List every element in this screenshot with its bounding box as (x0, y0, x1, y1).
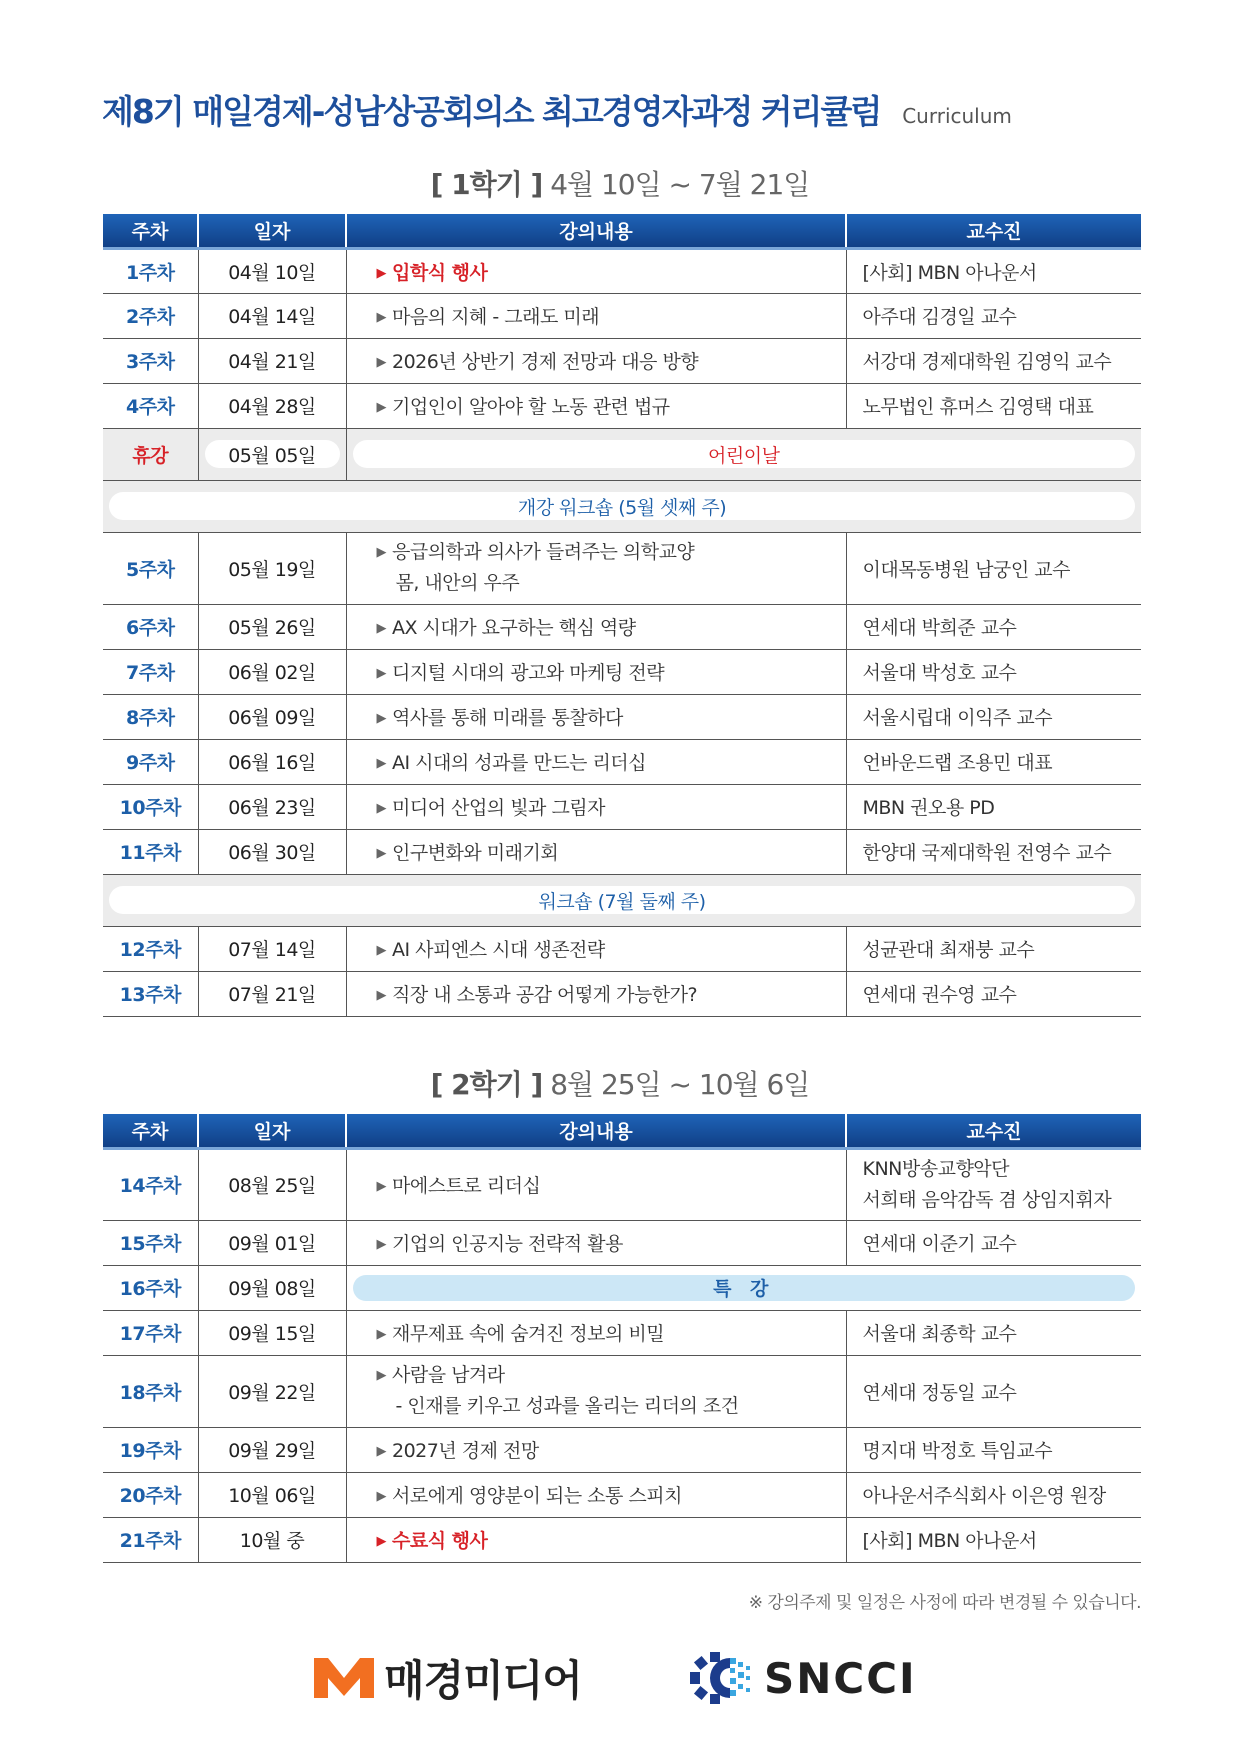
triangle-right-icon: ▶ (376, 1489, 386, 1504)
week-cell: 4주차 (103, 383, 198, 428)
header-date: 일자 (198, 1114, 346, 1148)
week-cell: 휴강 (103, 428, 198, 480)
week-cell: 17주차 (103, 1310, 198, 1355)
special-row (103, 1265, 1141, 1310)
prof-cell: MBN 권오용 PD (846, 784, 1141, 829)
content-cell (346, 829, 846, 874)
mk-media-logo (314, 1648, 582, 1708)
header-content: 강의내용 (346, 1114, 846, 1148)
table-row (103, 1427, 1141, 1472)
workshop-cell (103, 480, 1141, 532)
content-text: AI 시대의 성과를 만드는 리더십 (392, 752, 647, 774)
triangle-right-icon: ▶ (376, 943, 386, 958)
semester2-period: 8월 25일 ~ 10월 6일 (550, 1068, 810, 1101)
week-cell: 6주차 (103, 604, 198, 649)
content-text: 응급의학과 의사가 들려주는 의학교양 (392, 541, 695, 563)
date-cell: 10월 중 (198, 1517, 346, 1562)
table-row (103, 971, 1141, 1016)
content-text: 기업인이 알아야 할 노동 관련 법규 (392, 396, 670, 418)
prof-cell: 한양대 국제대학원 전영수 교수 (846, 829, 1141, 874)
date-cell: 06월 30일 (198, 829, 346, 874)
content-cell (346, 383, 846, 428)
triangle-right-icon: ▶ (376, 265, 386, 281)
table-row (103, 532, 1141, 604)
content-cell (346, 1355, 846, 1427)
header-week: 주차 (103, 1114, 198, 1148)
table-row (103, 1472, 1141, 1517)
date-cell: 08월 25일 (198, 1148, 346, 1220)
content-cell (346, 1427, 846, 1472)
content-text: 사람을 남겨라 (392, 1364, 505, 1386)
triangle-right-icon: ▶ (376, 310, 386, 325)
date-cell: 05월 26일 (198, 604, 346, 649)
semester1-period: 4월 10일 ~ 7월 21일 (550, 168, 810, 201)
content-cell (346, 1220, 846, 1265)
header-content: 강의내용 (346, 214, 846, 248)
content-cell (346, 1517, 846, 1562)
date-cell: 09월 29일 (198, 1427, 346, 1472)
content-cell (346, 739, 846, 784)
prof-cell: 노무법인 휴머스 김영택 대표 (846, 383, 1141, 428)
content-text: 미디어 산업의 빛과 그림자 (392, 797, 606, 819)
content-text-line2: 몸, 내안의 우주 (395, 572, 520, 594)
date-cell: 04월 10일 (198, 248, 346, 293)
prof-cell: 명지대 박정호 특임교수 (846, 1427, 1141, 1472)
prof-text-line2: 서희태 음악감독 겸 상임지휘자 (862, 1188, 1112, 1211)
date-cell: 07월 21일 (198, 971, 346, 1016)
content-text: AX 시대가 요구하는 핵심 역량 (392, 617, 636, 639)
date-pill: 05월 05일 (205, 440, 340, 468)
gear-logo-icon (686, 1650, 756, 1706)
triangle-right-icon: ▶ (376, 801, 386, 816)
content-cell (346, 971, 846, 1016)
prof-cell: 서강대 경제대학원 김영익 교수 (846, 338, 1141, 383)
semester2-label: [ 2학기 ] (430, 1068, 543, 1101)
prof-cell: 서울대 박성호 교수 (846, 649, 1141, 694)
prof-cell (846, 1148, 1141, 1220)
prof-cell: 아주대 김경일 교수 (846, 293, 1141, 338)
sncci-logo (686, 1648, 917, 1708)
table-row (103, 694, 1141, 739)
triangle-right-icon: ▶ (376, 711, 386, 726)
content-text: 기업의 인공지능 전략적 활용 (392, 1233, 623, 1255)
week-cell: 21주차 (103, 1517, 198, 1562)
triangle-right-icon: ▶ (376, 545, 386, 560)
mk-media-name: 매경미디어 (384, 1656, 582, 1705)
triangle-right-icon: ▶ (376, 1327, 386, 1342)
table-row (103, 293, 1141, 338)
triangle-right-icon: ▶ (376, 400, 386, 415)
header-date: 일자 (198, 214, 346, 248)
table-row (103, 1310, 1141, 1355)
prof-cell: 서울대 최종학 교수 (846, 1310, 1141, 1355)
date-cell: 04월 21일 (198, 338, 346, 383)
week-cell: 10주차 (103, 784, 198, 829)
table-row (103, 829, 1141, 874)
triangle-right-icon: ▶ (376, 355, 386, 370)
content-cell (346, 1148, 846, 1220)
semester2-table (103, 1114, 1141, 1563)
triangle-right-icon: ▶ (376, 846, 386, 861)
triangle-right-icon: ▶ (376, 1444, 386, 1459)
special-cell (346, 1265, 1141, 1310)
content-text: 인구변화와 미래기회 (392, 842, 559, 864)
content-text: 2027년 경제 전망 (392, 1440, 539, 1462)
date-cell: 09월 15일 (198, 1310, 346, 1355)
date-cell: 04월 14일 (198, 293, 346, 338)
prof-cell: [사회] MBN 아나운서 (846, 248, 1141, 293)
page-title (102, 86, 1012, 130)
content-text: 마에스트로 리더십 (392, 1175, 541, 1197)
content-cell (346, 694, 846, 739)
week-cell: 14주차 (103, 1148, 198, 1220)
holiday-row (103, 428, 1141, 480)
week-cell: 18주차 (103, 1355, 198, 1427)
date-cell: 05월 19일 (198, 532, 346, 604)
table-header (103, 1114, 1141, 1148)
date-cell: 09월 01일 (198, 1220, 346, 1265)
triangle-right-icon: ▶ (376, 1368, 386, 1383)
triangle-right-icon: ▶ (376, 756, 386, 771)
content-text: 2026년 상반기 경제 전망과 대응 방향 (392, 351, 699, 373)
prof-cell: 연세대 박희준 교수 (846, 604, 1141, 649)
m-logo-icon (314, 1658, 374, 1698)
date-cell: 06월 23일 (198, 784, 346, 829)
prof-cell: 이대목동병원 남궁인 교수 (846, 532, 1141, 604)
table-row (103, 604, 1141, 649)
week-cell: 8주차 (103, 694, 198, 739)
content-cell (346, 784, 846, 829)
page-title-main: 제8기 매일경제-성남상공회의소 최고경영자과정 커리큘럼 (102, 92, 881, 131)
content-cell (346, 1472, 846, 1517)
holiday-pill: 어린이날 (353, 440, 1136, 468)
content-cell (346, 649, 846, 694)
workshop-row (103, 480, 1141, 532)
table-row (103, 383, 1141, 428)
workshop-pill: 워크숍 (7월 둘째 주) (109, 886, 1135, 914)
date-cell: 09월 08일 (198, 1265, 346, 1310)
prof-cell: 서울시립대 이익주 교수 (846, 694, 1141, 739)
special-lecture-pill: 특 강 (353, 1275, 1136, 1301)
table-row (103, 1517, 1141, 1562)
table-row (103, 1148, 1141, 1220)
week-cell: 13주차 (103, 971, 198, 1016)
table-row (103, 926, 1141, 971)
table-row (103, 1355, 1141, 1427)
holiday-cell (346, 428, 1141, 480)
content-text: 수료식 행사 (392, 1530, 488, 1552)
prof-cell: 성균관대 최재붕 교수 (846, 926, 1141, 971)
content-text: 입학식 행사 (392, 261, 488, 284)
content-cell (346, 532, 846, 604)
date-cell: 06월 09일 (198, 694, 346, 739)
triangle-right-icon: ▶ (376, 1237, 386, 1252)
semester1-label: [ 1학기 ] (430, 168, 543, 201)
content-cell (346, 293, 846, 338)
prof-text: KNN방송교향악단 (862, 1157, 1010, 1180)
date-cell: 06월 16일 (198, 739, 346, 784)
triangle-right-icon: ▶ (376, 621, 386, 636)
header-prof: 교수진 (846, 1114, 1141, 1148)
prof-cell: 연세대 정동일 교수 (846, 1355, 1141, 1427)
workshop-cell (103, 874, 1141, 926)
triangle-right-icon: ▶ (376, 1179, 386, 1194)
header-prof: 교수진 (846, 214, 1141, 248)
week-cell: 3주차 (103, 338, 198, 383)
semester1-heading (0, 163, 1240, 203)
week-cell: 9주차 (103, 739, 198, 784)
week-cell: 11주차 (103, 829, 198, 874)
prof-cell: 언바운드랩 조용민 대표 (846, 739, 1141, 784)
week-cell: 5주차 (103, 532, 198, 604)
week-cell: 7주차 (103, 649, 198, 694)
schedule-notice: ※ 강의주제 및 일정은 사정에 따라 변경될 수 있습니다. (748, 1593, 1141, 1613)
triangle-right-icon: ▶ (376, 1534, 386, 1549)
prof-cell: 연세대 이준기 교수 (846, 1220, 1141, 1265)
content-text-line2: - 인재를 키우고 성과를 올리는 리더의 조건 (395, 1395, 739, 1417)
table-row (103, 784, 1141, 829)
content-cell (346, 926, 846, 971)
triangle-right-icon: ▶ (376, 988, 386, 1003)
date-cell: 04월 28일 (198, 383, 346, 428)
content-cell (346, 248, 846, 293)
table-header (103, 214, 1141, 248)
content-cell (346, 604, 846, 649)
week-cell: 19주차 (103, 1427, 198, 1472)
date-cell: 07월 14일 (198, 926, 346, 971)
content-text: AI 사피엔스 시대 생존전략 (392, 939, 605, 961)
date-cell: 09월 22일 (198, 1355, 346, 1427)
week-cell: 12주차 (103, 926, 198, 971)
semester2-heading (0, 1063, 1240, 1103)
week-cell: 16주차 (103, 1265, 198, 1310)
prof-cell: 연세대 권수영 교수 (846, 971, 1141, 1016)
content-text: 디지털 시대의 광고와 마케팅 전략 (392, 662, 665, 684)
table-row (103, 248, 1141, 293)
semester1-table (103, 214, 1141, 1017)
content-text: 마음의 지혜 - 그래도 미래 (392, 306, 600, 328)
workshop-pill: 개강 워크숍 (5월 셋째 주) (109, 492, 1135, 520)
triangle-right-icon: ▶ (376, 666, 386, 681)
content-cell (346, 1310, 846, 1355)
date-cell (198, 428, 346, 480)
content-text: 서로에게 영양분이 되는 소통 스피치 (392, 1485, 682, 1507)
workshop-row (103, 874, 1141, 926)
week-cell: 15주차 (103, 1220, 198, 1265)
prof-cell: 아나운서주식회사 이은영 원장 (846, 1472, 1141, 1517)
content-text: 직장 내 소통과 공감 어떻게 가능한가? (392, 984, 698, 1006)
content-text: 재무제표 속에 숨겨진 정보의 비밀 (392, 1323, 665, 1345)
sncci-name: SNCCI (764, 1653, 917, 1703)
page-title-sub: Curriculum (902, 104, 1012, 128)
week-cell: 2주차 (103, 293, 198, 338)
content-cell (346, 338, 846, 383)
header-week: 주차 (103, 214, 198, 248)
date-cell: 10월 06일 (198, 1472, 346, 1517)
table-row (103, 739, 1141, 784)
content-text: 역사를 통해 미래를 통찰하다 (392, 707, 623, 729)
week-cell: 20주차 (103, 1472, 198, 1517)
table-row (103, 338, 1141, 383)
week-cell: 1주차 (103, 248, 198, 293)
table-row (103, 1220, 1141, 1265)
date-cell: 06월 02일 (198, 649, 346, 694)
table-row (103, 649, 1141, 694)
prof-cell: [사회] MBN 아나운서 (846, 1517, 1141, 1562)
